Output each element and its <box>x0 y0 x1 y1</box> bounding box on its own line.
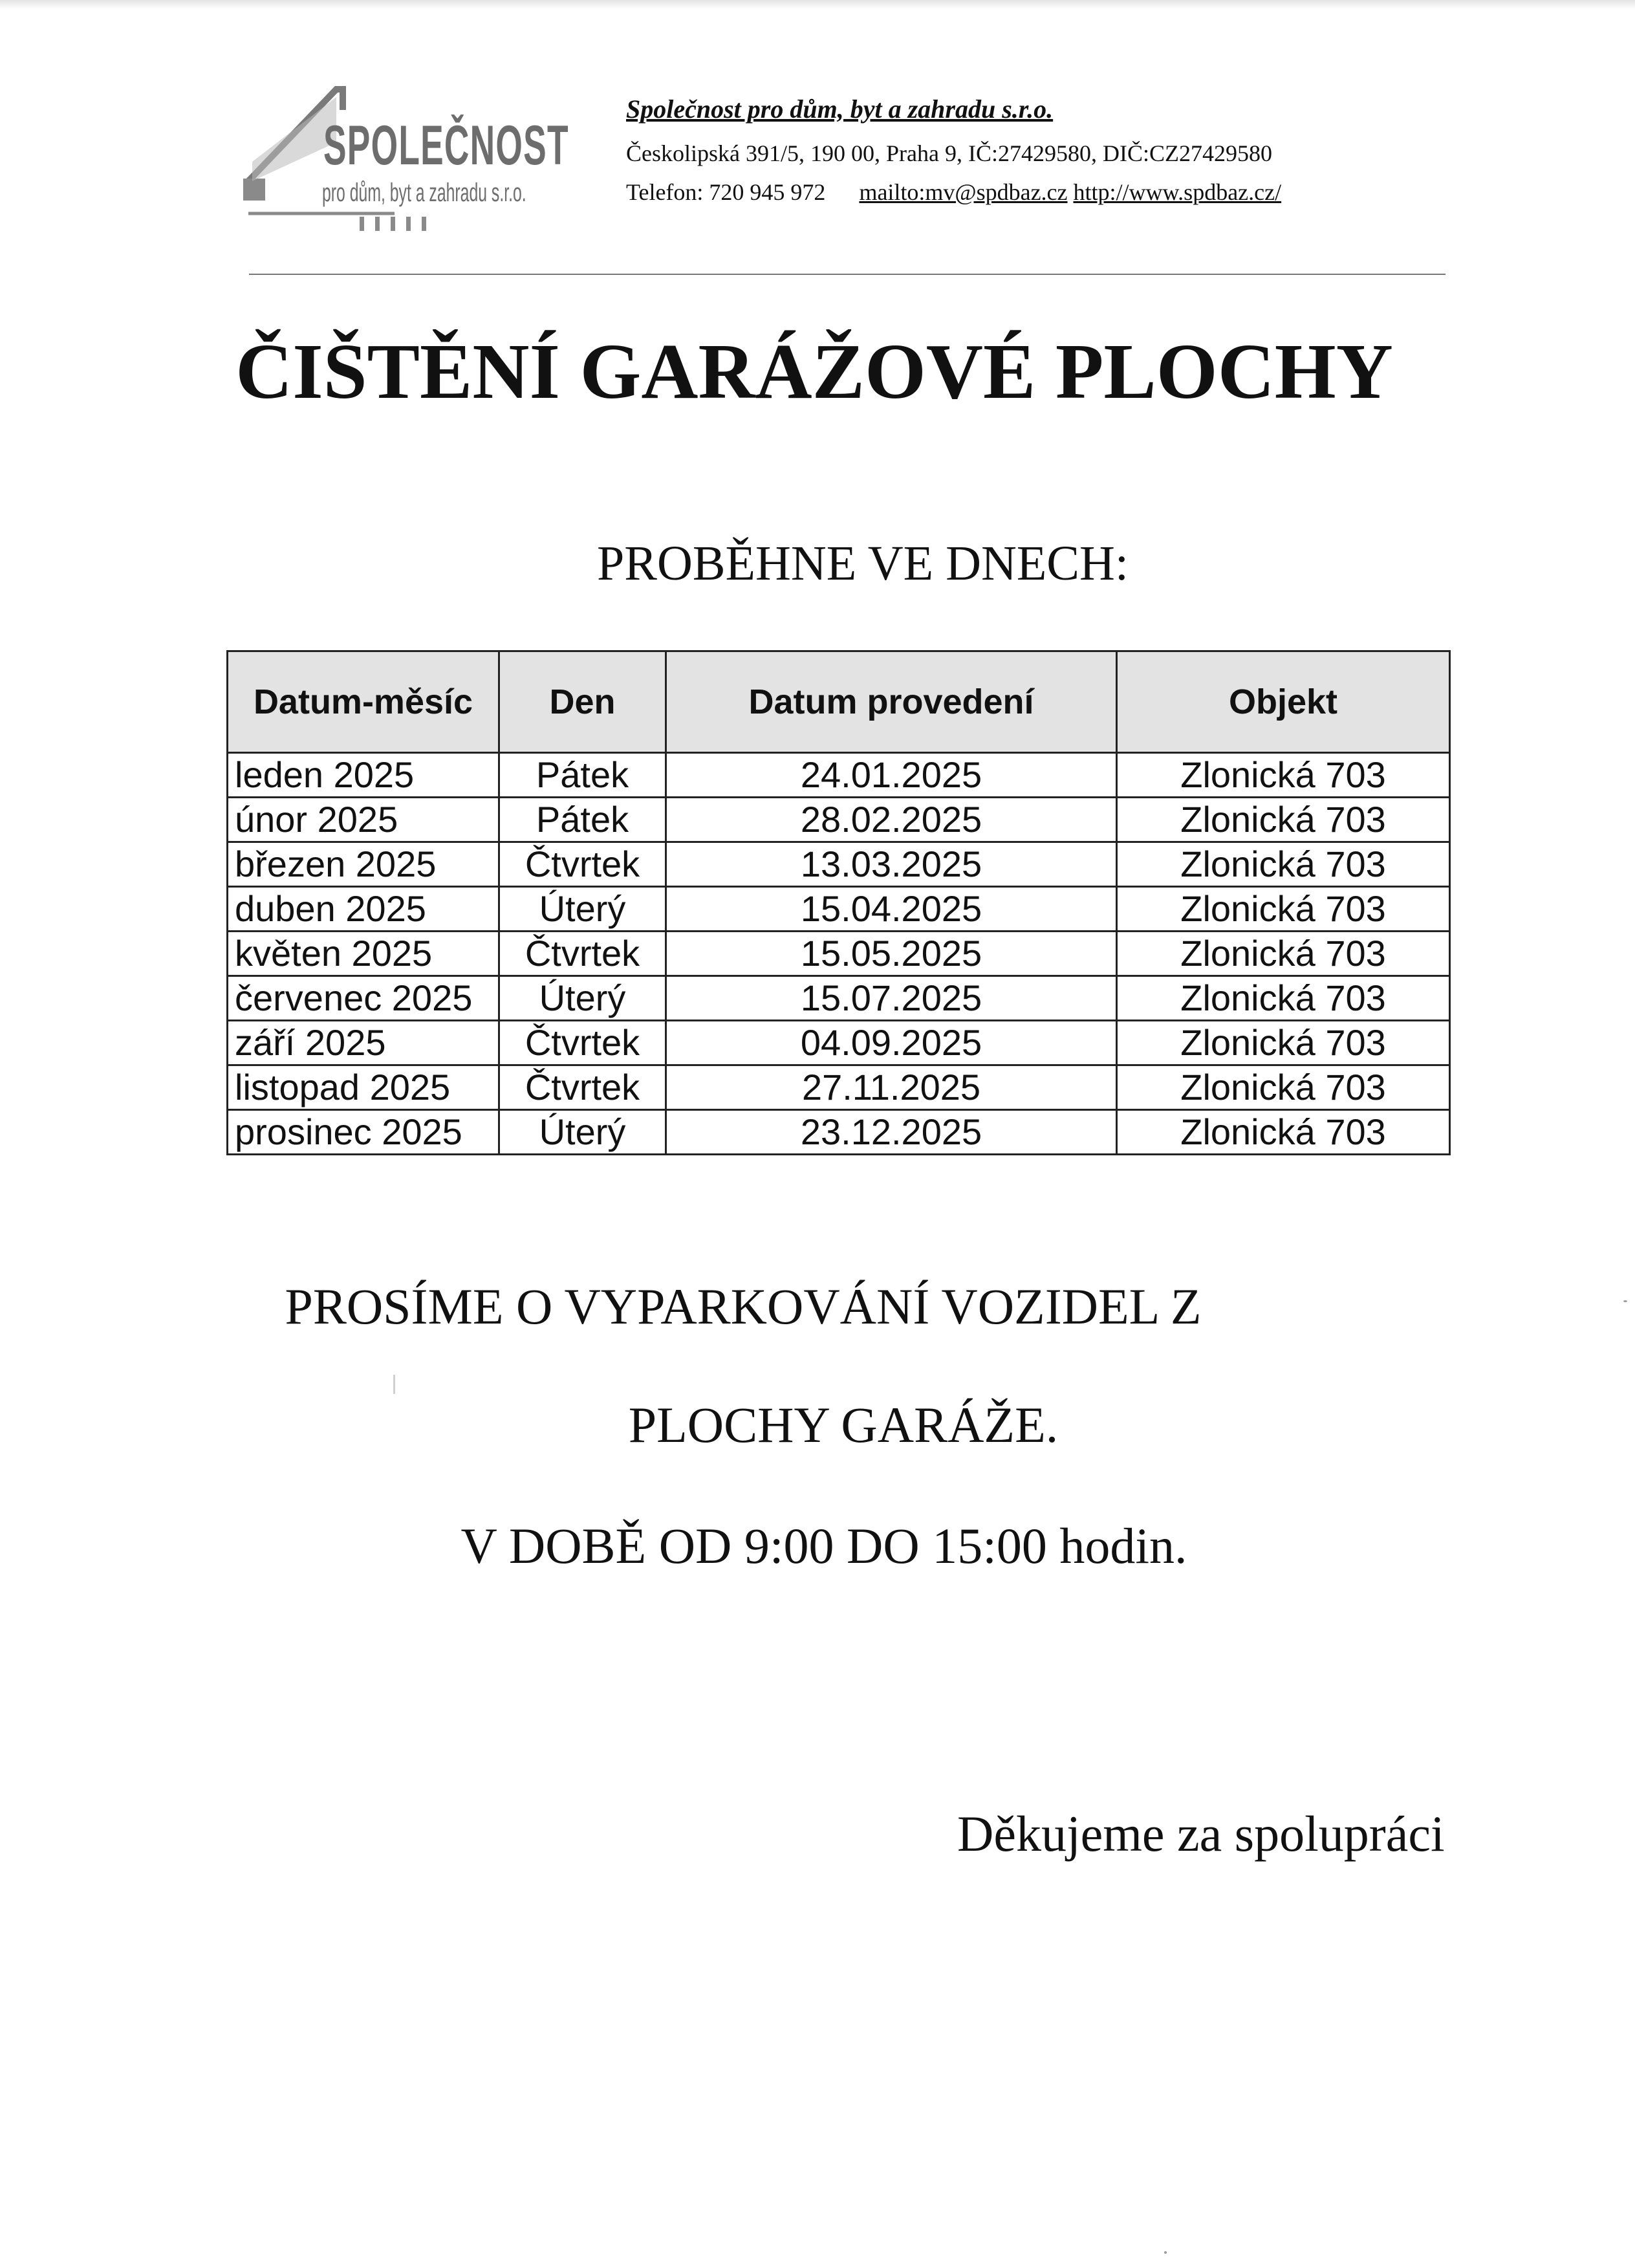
day-cell: Čtvrtek <box>499 1021 666 1065</box>
month-cell: prosinec 2025 <box>228 1110 499 1155</box>
closing-thanks: Děkujeme za spolupráci <box>957 1805 1445 1862</box>
date-cell: 28.02.2025 <box>666 798 1117 842</box>
company-address: Českolipská 391/5, 190 00, Praha 9, IČ:27429580, DIČ:CZ27429580 <box>626 140 1272 166</box>
month-cell: červenec 2025 <box>228 976 499 1021</box>
day-cell: Čtvrtek <box>499 1065 666 1110</box>
month-cell: duben 2025 <box>228 887 499 932</box>
date-cell: 15.05.2025 <box>666 932 1117 976</box>
page-title: ČIŠTĚNÍ GARÁŽOVÉ PLOCHY <box>235 328 1393 415</box>
schedule-subtitle: PROBĚHNE VE DNECH: <box>597 536 1129 591</box>
scan-top-edge <box>0 0 1635 9</box>
table-row <box>228 842 1450 887</box>
header-divider <box>249 274 1446 275</box>
object-cell: Zlonická 703 <box>1117 1021 1450 1065</box>
logo-tagline: pro dům, byt a zahradu s.r.o. <box>322 179 526 207</box>
object-cell: Zlonická 703 <box>1117 887 1450 932</box>
table-row <box>228 887 1450 932</box>
header-date: Datum provedení <box>666 651 1117 753</box>
day-cell: Úterý <box>499 1110 666 1155</box>
table-row <box>228 1021 1450 1065</box>
table-row <box>228 798 1450 842</box>
object-cell: Zlonická 703 <box>1117 842 1450 887</box>
month-cell: únor 2025 <box>228 798 499 842</box>
month-cell: květen 2025 <box>228 932 499 976</box>
notice-line-1: PROSÍME O VYPARKOVÁNÍ VOZIDEL Z <box>285 1278 1202 1335</box>
object-cell: Zlonická 703 <box>1117 932 1450 976</box>
table-header-row <box>228 651 1450 753</box>
month-cell: září 2025 <box>228 1021 499 1065</box>
day-cell: Pátek <box>499 753 666 798</box>
date-cell: 13.03.2025 <box>666 842 1117 887</box>
object-cell: Zlonická 703 <box>1117 753 1450 798</box>
day-cell: Úterý <box>499 887 666 932</box>
header-object: Objekt <box>1117 651 1450 753</box>
month-cell: březen 2025 <box>228 842 499 887</box>
object-cell: Zlonická 703 <box>1117 1065 1450 1110</box>
logo-wordmark: SPOLEČNOST <box>323 114 569 177</box>
scan-speck <box>1623 1300 1627 1302</box>
scan-speck <box>393 1375 395 1394</box>
object-cell: Zlonická 703 <box>1117 976 1450 1021</box>
date-cell: 24.01.2025 <box>666 753 1117 798</box>
table-row <box>228 976 1450 1021</box>
date-cell: 15.07.2025 <box>666 976 1117 1021</box>
company-logo <box>239 84 569 233</box>
scan-speck <box>1164 2251 1167 2254</box>
website-link[interactable]: http://www.spdbaz.cz/ <box>1073 179 1282 205</box>
object-cell: Zlonická 703 <box>1117 798 1450 842</box>
table-row <box>228 1065 1450 1110</box>
date-cell: 27.11.2025 <box>666 1065 1117 1110</box>
date-cell: 15.04.2025 <box>666 887 1117 932</box>
day-cell: Úterý <box>499 976 666 1021</box>
email-link[interactable]: mailto:mv@spdbaz.cz <box>859 179 1068 205</box>
notice-line-3: V DOBĚ OD 9:00 DO 15:00 hodin. <box>460 1518 1187 1574</box>
day-cell: Čtvrtek <box>499 932 666 976</box>
notice-line-2: PLOCHY GARÁŽE. <box>628 1397 1059 1453</box>
schedule-table <box>226 650 1451 1155</box>
phone-number: Telefon: 720 945 972 <box>626 179 826 205</box>
month-cell: listopad 2025 <box>228 1065 499 1110</box>
date-cell: 23.12.2025 <box>666 1110 1117 1155</box>
object-cell: Zlonická 703 <box>1117 1110 1450 1155</box>
date-cell: 04.09.2025 <box>666 1021 1117 1065</box>
month-cell: leden 2025 <box>228 753 499 798</box>
day-cell: Pátek <box>499 798 666 842</box>
header-month: Datum-měsíc <box>228 651 499 753</box>
table-row <box>228 932 1450 976</box>
table-row <box>228 753 1450 798</box>
company-contact <box>626 179 1281 206</box>
header-day: Den <box>499 651 666 753</box>
company-name: Společnost pro dům, byt a zahradu s.r.o. <box>626 94 1054 124</box>
day-cell: Čtvrtek <box>499 842 666 887</box>
table-row <box>228 1110 1450 1155</box>
